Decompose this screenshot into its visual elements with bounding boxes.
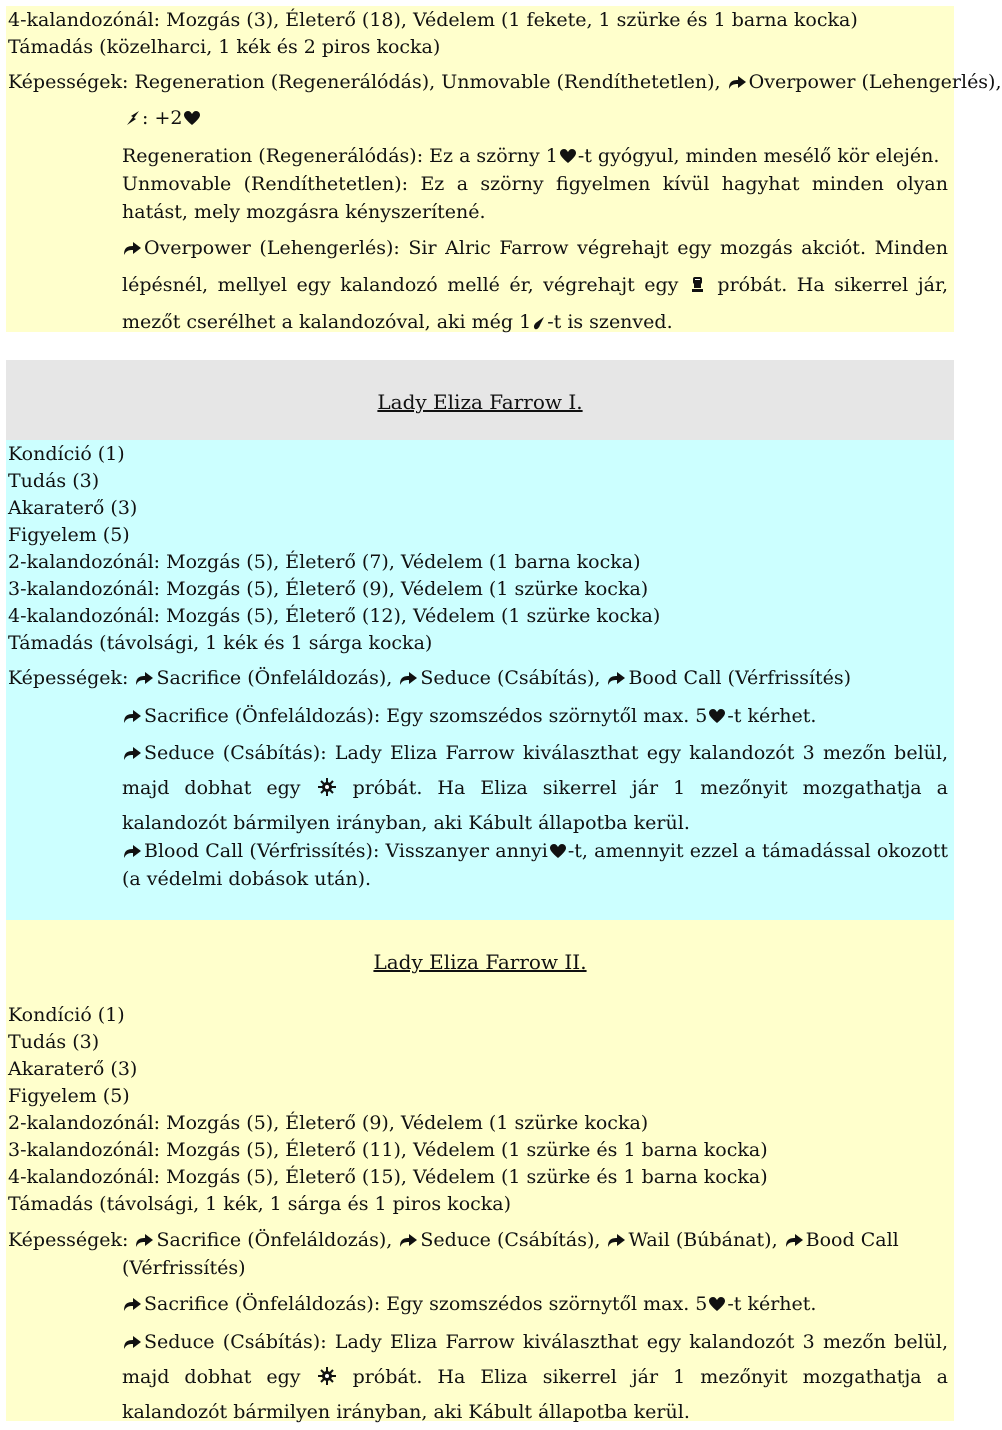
attack-line: Támadás (távolsági, 1 kék és 1 sárga kocka) [8,632,433,654]
monster-block-sir-alric [6,6,1002,333]
regeneration-text-b: -t gyógyul, minden mesélő kör elején. [577,145,940,167]
action-arrow-icon [606,1232,626,1248]
ability-overpower: Overpower (Lehengerlés), [748,71,1002,93]
seduce-text-a: Seduce (Csábítás): Lady Eliza Farrow kiválaszthat egy kalandozót 3 mezőn belül, majd dobhat egy [122,1331,948,1388]
regeneration-text-a: Regeneration (Regenerálódás): Ez a szörny 1 [122,145,558,167]
monster-block-eliza-2 [6,920,954,1421]
sacrifice-text-b: -t kérhet. [727,1293,817,1315]
surge-lightning-icon [126,110,140,126]
monster-header-eliza-1 [6,360,954,440]
action-arrow-icon [606,670,626,686]
ability-blood-call: Bood Call (Vérfrissítés) [628,667,852,689]
blood-call-text-a: Blood Call (Vérfrissítés): Visszanyer annyi [144,840,548,862]
overpower-text-c: -t is szenved. [547,311,673,333]
blood-drop-icon [533,316,545,330]
ability-sacrifice: Sacrifice (Önfeláldozás), [156,667,393,689]
sacrifice-desc [122,1290,948,1318]
sacrifice-text-a: Sacrifice (Önfeláldozás): Egy szomszédos szörnytől max. 5 [144,705,708,727]
heart-icon [184,111,200,126]
action-arrow-icon [122,745,142,761]
abilities-line [8,666,851,690]
eye-sun-icon [318,778,336,796]
action-arrow-icon [122,1334,142,1350]
eye-sun-icon [318,1367,336,1385]
attack-line: Támadás (távolsági, 1 kék, 1 sárga és 1 piros kocka) [8,1193,512,1215]
seduce-text-b: próbát. Ha Eliza sikerrel jár 1 mezőnyit mozgathatja a kalandozót bármilyen irányban, aki Kábult állapotba kerül. [122,777,948,834]
seduce-desc [122,736,948,841]
overpower-text-b: próbát. Ha sikerrel jár, mezőt cserélhet a kalandozóval, aki még 1 [122,274,948,333]
action-arrow-icon [134,670,154,686]
monster-title: Lady Eliza Farrow II. [373,950,587,974]
action-arrow-icon [122,708,142,724]
stat-line: 3-kalandozónál: Mozgás (5), Életerő (9), Védelem (1 szürke kocka) [8,578,649,600]
unmovable-desc: Unmovable (Rendíthetetlen): Ez a szörny figyelmen kívül hagyhat minden olyan hatást, mely mozgásra kényszerítené. [122,173,948,223]
stat-line: Tudás (3) [8,470,100,492]
ability-blood-call: Bood Call [805,1229,899,1251]
regeneration-desc [122,142,948,170]
crit-bonus-line [124,104,950,132]
action-arrow-icon [134,1232,154,1248]
abilities-label: Képességek: Regeneration (Regenerálódás), Unmovable (Rendíthetetlen), [8,71,721,93]
crit-bonus-text: : +2 [142,107,183,129]
abilities-line [8,70,1002,94]
ability-seduce: Seduce (Csábítás), [420,1229,601,1251]
stat-line: 4-kalandozónál: Mozgás (5), Életerő (15), Védelem (1 szürke és 1 barna kocka) [8,1166,768,1188]
abilities-line-2: (Vérfrissítés) [122,1257,246,1279]
ability-wail: Wail (Búbánat), [628,1229,778,1251]
stat-line: Figyelem (5) [8,1085,130,1107]
sacrifice-desc [122,702,948,730]
action-arrow-icon [122,1296,142,1312]
seduce-text-b: próbát. Ha Eliza sikerrel jár 1 mezőnyit mozgathatja a kalandozót bármilyen irányban, aki Kábult állapotba kerül. [122,1366,948,1423]
stat-line: Kondíció (1) [8,443,125,465]
stat-line: Kondíció (1) [8,1004,125,1026]
stat-line: Akaraterő (3) [8,497,138,519]
stat-line-4p: 4-kalandozónál: Mozgás (3), Életerő (18), Védelem (1 fekete, 1 szürke és 1 barna kocka) [8,9,858,31]
heart-icon [709,1297,725,1312]
heart-icon [550,844,566,859]
stat-line: Tudás (3) [8,1031,100,1053]
monster-title: Lady Eliza Farrow I. [377,390,583,414]
fist-might-icon [690,275,706,293]
abilities-label: Képességek: [8,1229,129,1251]
stat-line: 2-kalandozónál: Mozgás (5), Életerő (7), Védelem (1 barna kocka) [8,551,641,573]
action-arrow-icon [727,74,747,90]
seduce-desc [122,1325,948,1430]
sacrifice-text-b: -t kérhet. [727,705,817,727]
monster-block-eliza-1 [6,440,954,920]
ability-seduce: Seduce (Csábítás), [420,667,601,689]
heart-icon [709,709,725,724]
action-arrow-icon [122,843,142,859]
abilities-line [8,1228,899,1252]
ability-sacrifice: Sacrifice (Önfeláldozás), [156,1229,393,1251]
abilities-label: Képességek: [8,667,129,689]
sacrifice-text-a: Sacrifice (Önfeláldozás): Egy szomszédos szörnytől max. 5 [144,1293,708,1315]
stat-line: Akaraterő (3) [8,1058,138,1080]
action-arrow-icon [784,1232,804,1248]
stat-line: Figyelem (5) [8,524,130,546]
seduce-text-a: Seduce (Csábítás): Lady Eliza Farrow kiválaszthat egy kalandozót 3 mezőn belül, majd dobhat egy [122,742,948,799]
overpower-text-a: Overpower (Lehengerlés): Sir Alric Farrow végrehajt egy mozgás akciót. Minden lépésnél, mellyel egy kalandozó mellé ér, végrehajt egy [122,237,948,296]
stat-line: 4-kalandozónál: Mozgás (5), Életerő (12), Védelem (1 szürke kocka) [8,605,661,627]
stat-line: 2-kalandozónál: Mozgás (5), Életerő (9), Védelem (1 szürke kocka) [8,1112,649,1134]
heart-icon [560,149,576,164]
overpower-desc [122,230,948,341]
blood-call-text-b: -t, amennyit ezzel a támadással okozott (a védelmi dobások után). [122,840,948,890]
stat-line: 3-kalandozónál: Mozgás (5), Életerő (11), Védelem (1 szürke és 1 barna kocka) [8,1139,768,1161]
attack-line: Támadás (közelharci, 1 kék és 2 piros kocka) [8,36,441,58]
action-arrow-icon [398,1232,418,1248]
blood-call-desc [122,837,948,893]
action-arrow-icon [398,670,418,686]
action-arrow-icon [122,240,142,256]
